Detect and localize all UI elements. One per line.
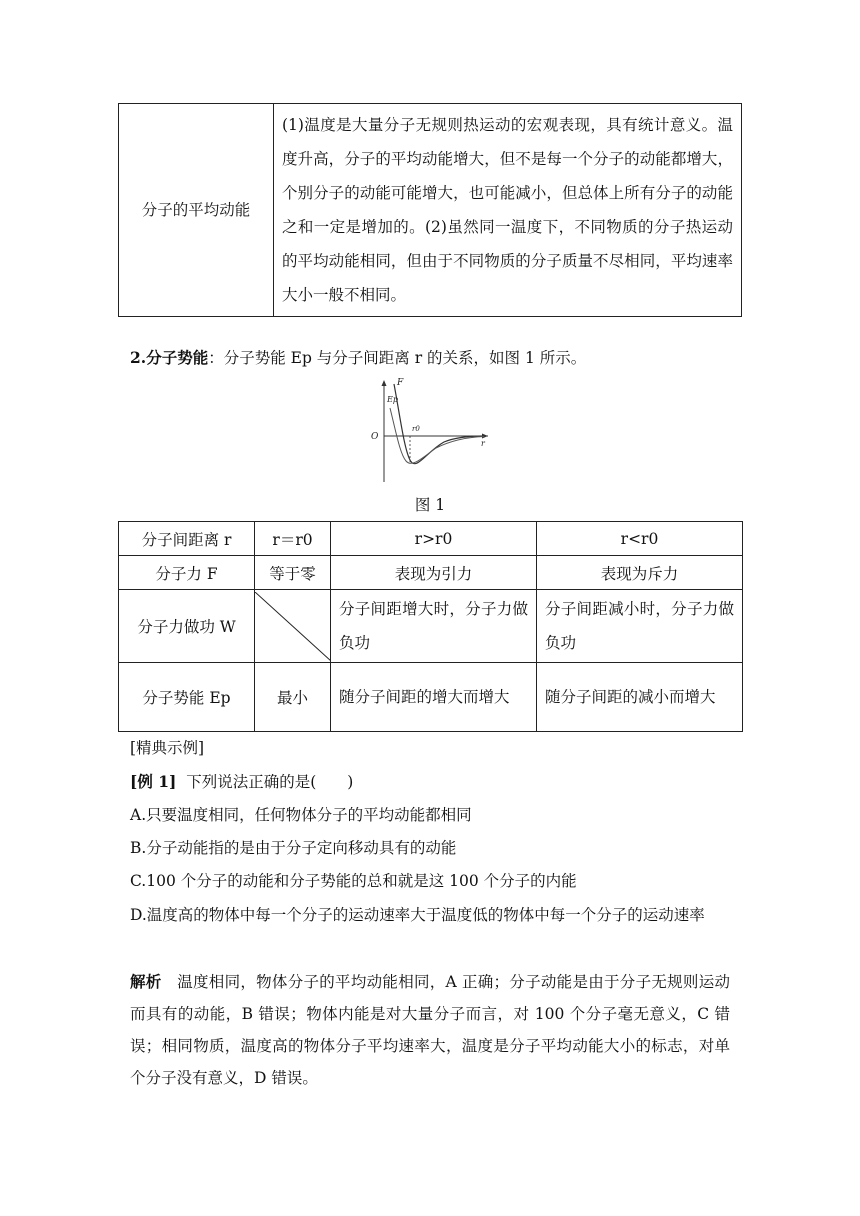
label-Ep: Ep [387,395,398,404]
t2-r3c2: 随分子间距的增大而增大 [331,663,537,732]
section2-line [130,343,586,373]
section2-number: 2. [130,348,147,367]
label-O: O [371,432,379,442]
t2-r0c2: r>r0 [331,522,537,556]
example-section-title: [精典示例] [130,739,205,757]
example-question-line [130,767,353,797]
label-r: r [481,439,485,448]
t2-r2c1-diagonal-cell [255,590,331,663]
potential-energy-table [118,521,743,732]
t2-r2c3: 分子间距减小时，分子力做负功 [537,590,743,663]
analysis-label: 解析 [130,972,162,991]
t2-r3c3: 随分子间距的减小而增大 [537,663,743,732]
t2-r1c0: 分子力 F [119,556,255,590]
t2-r0c1: r＝r0 [255,522,331,556]
section2-heading: 分子势能 [146,348,209,367]
kinetic-energy-table [118,103,742,317]
figure-caption: 图 1 [414,496,446,514]
force-curve [394,384,484,464]
potential-energy-figure [366,376,492,488]
option-a: A.只要温度相同，任何物体分子的平均动能都相同 [130,806,472,824]
t2-r3c1: 最小 [255,663,331,732]
t2-r1c3: 表现为斥力 [537,556,743,590]
analysis-paragraph [130,966,730,1094]
t2-r2c2: 分子间距增大时，分子力做负功 [331,590,537,663]
t2-r3c0: 分子势能 Ep [119,663,255,732]
example-label: [例 1] [130,772,177,791]
t2-r0c0: 分子间距离 r [119,522,255,556]
label-F: F [397,378,404,388]
label-r0: r0 [412,425,420,433]
t2-r2c0: 分子力做功 W [119,590,255,663]
example-question: 下列说法正确的是( ) [186,773,354,791]
analysis-text: 温度相同，物体分子的平均动能相同，A 正确；分子动能是由于分子无规则运动而具有的动能，B 错误；物体内能是对大量分子而言，对 100 个分子毫无意义，C 错误；相同物质，温度高的物体分子平均速率大，温度是分子平均动能大小的标志，对单个分子没有意义，D 错误。 [130,973,730,1087]
table1-content: (1)温度是大量分子无规则热运动的宏观表现，具有统计意义。温度升高，分子的平均动能增大，但不是每一个分子的动能都增大，个别分子的动能可能增大，也可能减小，但总体上所有分子的动能之和一定是增加的。(2)虽然同一温度下，不同物质的分子热运动的平均动能相同，但由于不同物质的分子质量不尽相同，平均速率大小一般不相同。 [274,104,742,317]
option-c: C.100 个分子的动能和分子势能的总和就是这 100 个分子的内能 [130,872,577,890]
section2-text: ：分子势能 Ep 与分子间距离 r 的关系，如图 1 所示。 [208,349,587,367]
t2-r1c2: 表现为引力 [331,556,537,590]
table1-label: 分子的平均动能 [119,104,274,317]
option-b: B.分子动能指的是由于分子定向移动具有的动能 [130,839,457,857]
vertical-axis-arrow-icon [382,380,387,386]
diagonal-line [255,592,331,661]
t2-r1c1: 等于零 [255,556,331,590]
option-d: D.温度高的物体中每一个分子的运动速率大于温度低的物体中每一个分子的运动速率 [130,906,705,924]
t2-r0c3: r<r0 [537,522,743,556]
